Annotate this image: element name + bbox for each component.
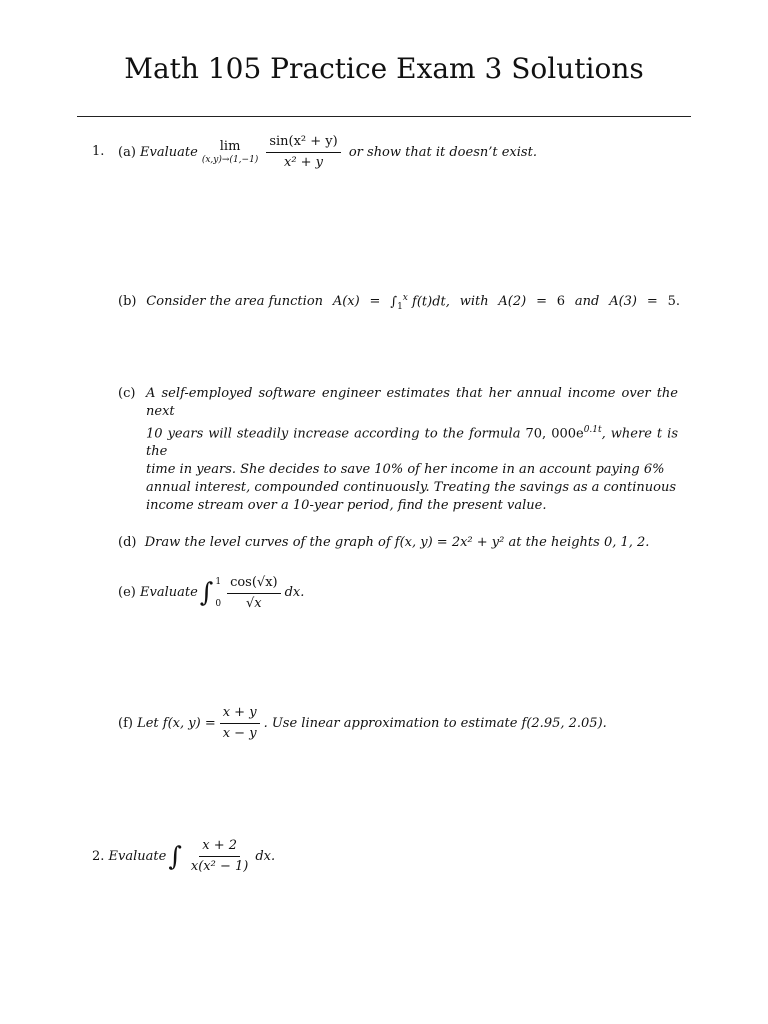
income-formula: 70, 000e — [525, 426, 584, 442]
part-b-value-6: 6 — [556, 294, 566, 310]
part-a-numerator: sin(x² + y) — [266, 134, 340, 153]
question-1e — [118, 573, 304, 613]
part-c-line-3: time in years. She decides to save 10% of her income in an account paying 6% — [146, 462, 665, 478]
limit-subscript: (x,y)→(1,−1) — [201, 155, 259, 165]
question-1a — [118, 134, 537, 171]
question-2-lead: Evaluate — [108, 848, 167, 864]
integral-sign: ∫ — [199, 578, 214, 608]
part-a-fraction — [266, 134, 340, 171]
question-2-tail: dx. — [255, 848, 276, 864]
part-b-text: Consider the area function — [146, 294, 324, 310]
part-label-d: (d) — [118, 535, 137, 550]
part-a-tail: or show that it doesn’t exist. — [348, 144, 537, 160]
part-b-A2: A(2) — [498, 294, 527, 310]
part-c-line-4: annual interest, compounded continuously. Treating the savings as a continuous — [146, 480, 677, 496]
part-e-fraction — [227, 575, 281, 612]
part-f-denominator: x − y — [222, 726, 257, 741]
part-b-A3: A(3) — [609, 294, 637, 310]
question-number-2: 2. — [92, 848, 105, 864]
part-b-integral: $\int_1^x$ f(t)dt, — [390, 293, 450, 312]
integral-sign: ∫ — [168, 841, 182, 872]
question-2-fraction — [188, 838, 251, 875]
part-label-b: (b) — [118, 294, 137, 310]
part-f-lead: Let f(x, y) = — [137, 715, 216, 731]
part-b-with: with — [459, 294, 489, 310]
part-c-line-1: A self-employed software engineer estimates that her annual income over the next — [146, 386, 678, 419]
part-label-e: (e) — [118, 585, 136, 600]
limit-operator: lim (x,y)→(1,−1) — [201, 139, 259, 165]
question-1f — [118, 705, 607, 742]
question-2-numerator: x + 2 — [199, 838, 240, 857]
part-e-tail: dx. — [284, 585, 305, 600]
part-e-denominator: √x — [246, 595, 262, 611]
part-label-f: (f) — [118, 715, 133, 731]
part-d-text: Draw the level curves of the graph of f(x, y) = 2x² + y² at the heights 0, 1, 2. — [144, 535, 650, 550]
question-1b: (b) Consider the area function A(x) = $\int_1^x$ f(t)dt, with A(2) = 6 and A(3) = 5. — [118, 289, 680, 316]
part-e-numerator: cos(√x) — [227, 575, 281, 594]
question-1d — [118, 534, 649, 552]
page-title: Math 105 Practice Exam 3 Solutions — [124, 52, 644, 85]
part-f-fraction — [220, 705, 260, 742]
part-f-numerator: x + y — [220, 705, 260, 724]
integral-bounds: 1 0 — [215, 577, 222, 609]
part-c-line-2: 10 years will steadily increase according to the formula 70, $000e^{0.1t}$, where t is the — [146, 425, 678, 460]
question-2-denominator: x(x² − 1) — [190, 859, 249, 874]
part-b-area-function: A(x) — [332, 294, 360, 310]
part-label-c: (c) — [118, 386, 136, 401]
part-a-lead: Evaluate — [140, 144, 198, 160]
part-c-line-5: income stream over a 10-year period, find the present value. — [146, 498, 547, 514]
part-b-and: and — [574, 294, 600, 310]
question-1c — [146, 385, 678, 515]
part-a-denominator: x² + y — [283, 155, 324, 170]
part-b-equals: = — [369, 294, 381, 310]
question-2 — [92, 838, 275, 875]
income-formula-exponent: 0.1t — [583, 425, 602, 435]
part-b-value-5: 5. — [667, 294, 680, 310]
part-e-lead: Evaluate — [139, 585, 198, 600]
part-f-tail: . Use linear approximation to estimate f(2.95, 2.05). — [263, 715, 607, 731]
question-number-1: 1. — [92, 144, 105, 159]
title-rule — [77, 116, 691, 117]
part-label-a: (a) — [118, 144, 136, 160]
